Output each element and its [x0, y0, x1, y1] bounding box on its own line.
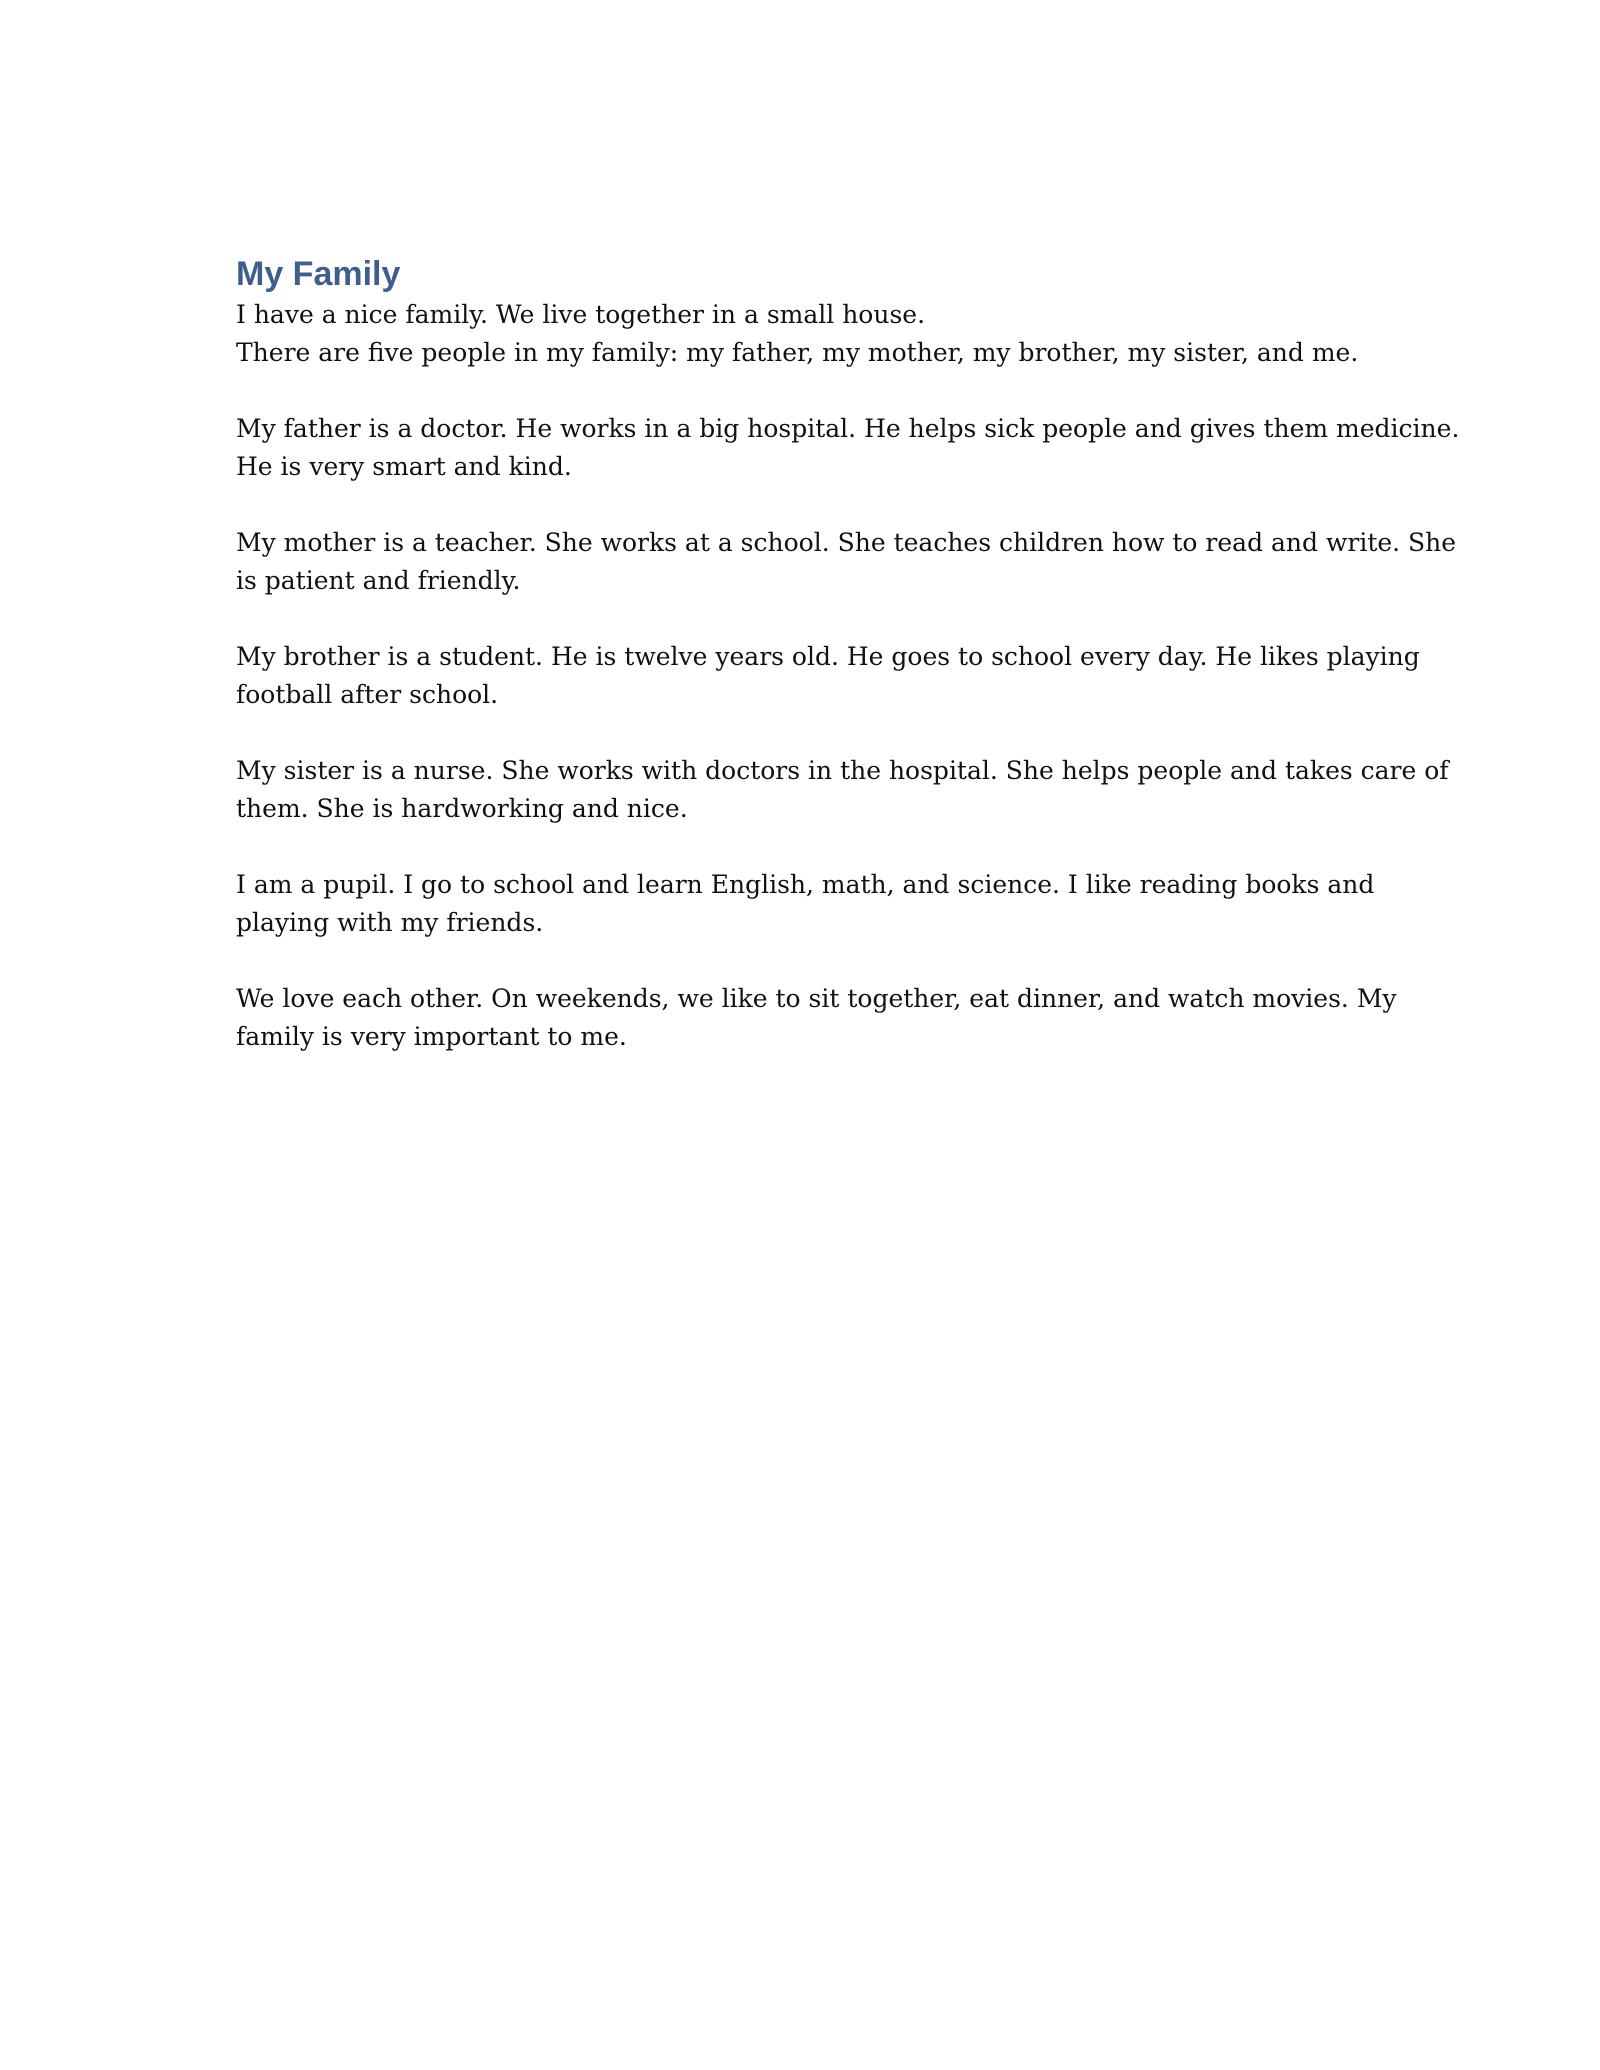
paragraph-line: playing with my friends. — [236, 908, 544, 937]
paragraph-line: football after school. — [236, 680, 499, 709]
paragraph-line: is patient and friendly. — [236, 566, 521, 595]
paragraph-brother — [236, 638, 1420, 714]
paragraph-line: them. She is hardworking and nice. — [236, 794, 688, 823]
document-body — [236, 252, 1460, 1094]
paragraph-line: He is very smart and kind. — [236, 452, 572, 481]
paragraph-intro — [236, 296, 1366, 372]
document-title: My Family — [236, 255, 401, 293]
paragraph-line: My sister is a nurse. She works with doctors in the hospital. She helps people and takes care of — [236, 756, 1449, 785]
paragraph-conclusion — [236, 980, 1397, 1056]
paragraph-line: There are five people in my family: my father, my mother, my brother, my sister, and me. — [236, 338, 1359, 367]
paragraph-me — [236, 866, 1375, 942]
paragraph-line: My father is a doctor. He works in a big hospital. He helps sick people and gives them medicine. — [236, 414, 1460, 443]
paragraph-mother — [236, 524, 1457, 600]
paragraph-line: My brother is a student. He is twelve years old. He goes to school every day. He likes playing — [236, 642, 1420, 671]
paragraph-line: My mother is a teacher. She works at a school. She teaches children how to read and write. She — [236, 528, 1457, 557]
paragraph-sister — [236, 752, 1449, 828]
paragraph-line: I am a pupil. I go to school and learn English, math, and science. I like reading books and — [236, 870, 1375, 899]
paragraph-line: We love each other. On weekends, we like to sit together, eat dinner, and watch movies. My — [236, 984, 1397, 1013]
paragraph-line: family is very important to me. — [236, 1022, 627, 1051]
paragraph-father — [236, 410, 1460, 486]
paragraph-line: I have a nice family. We live together in a small house. — [236, 300, 926, 329]
